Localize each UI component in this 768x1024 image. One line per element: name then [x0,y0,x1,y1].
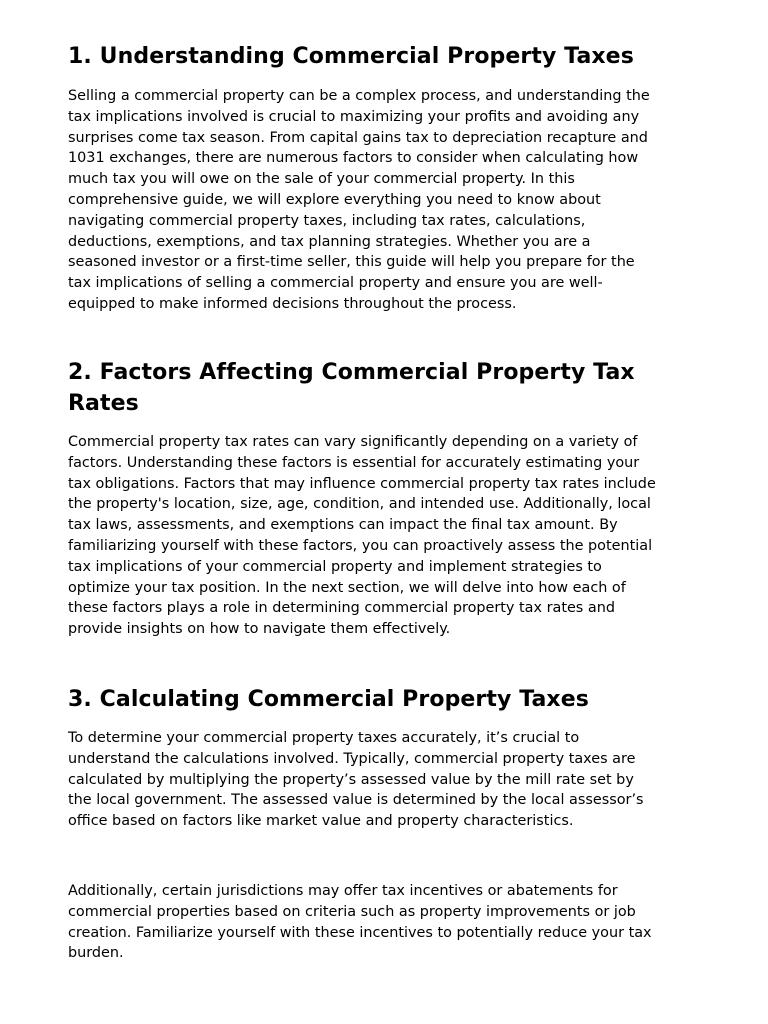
section-heading-understanding-taxes: 1. Understanding Commercial Property Taxes [68,44,634,69]
section-paragraph: Additionally, certain jurisdictions may offer tax incentives or abatements for commercial properties based on criteria such as property improvements or job creation. Familiarize yourself with these incentives to potentially reduce your tax burden. [68,883,652,962]
section-paragraph: To determine your commercial property taxes accurately, it’s crucial to understand the calculations involved. Typically, commercial property taxes are calculated by multiplying the property’s assessed value by the mill rate set by the local government. The assessed value is determined by the local assessor’s office based on factors like market value and property characteristics. [68,730,644,830]
section-heading-calculating-taxes: 3. Calculating Commercial Property Taxes [68,687,589,712]
section-paragraph: Commercial property tax rates can vary significantly depending on a variety of factors. Understanding these factors is essential for accurately estimating your tax obligations. Factors that may influence commercial property tax rates include the property's location, size, age, condition, and intended use. Additionally, local tax laws, assessments, and exemptions can impact the final tax amount. By familiarizing yourself with these factors, you can proactively assess the potential tax implications of your commercial property and implement strategies to optimize your tax position. In the next section, we will delve into how each of these factors plays a role in determining commercial property tax rates and provide insights on how to navigate them effectively. [68,434,656,638]
section-heading-factors-affecting-rates: 2. Factors Affecting Commercial Property Tax Rates [68,360,635,416]
section-paragraph: Selling a commercial property can be a complex process, and understanding the tax implications involved is crucial to maximizing your profits and avoiding any surprises come tax season. From capital gains tax to depreciation recapture and 1031 exchanges, there are numerous factors to consider when calculating how much tax you will owe on the sale of your commercial property. In this comprehensive guide, we will explore everything you need to know about navigating commercial property taxes, including tax rates, calculations, deductions, exemptions, and tax planning strategies. Whether you are a seasoned investor or a first-time seller, this guide will help you prepare for the tax implications of selling a commercial property and ensure you are well- equipped to make informed decisions throughout the process. [68,88,650,312]
